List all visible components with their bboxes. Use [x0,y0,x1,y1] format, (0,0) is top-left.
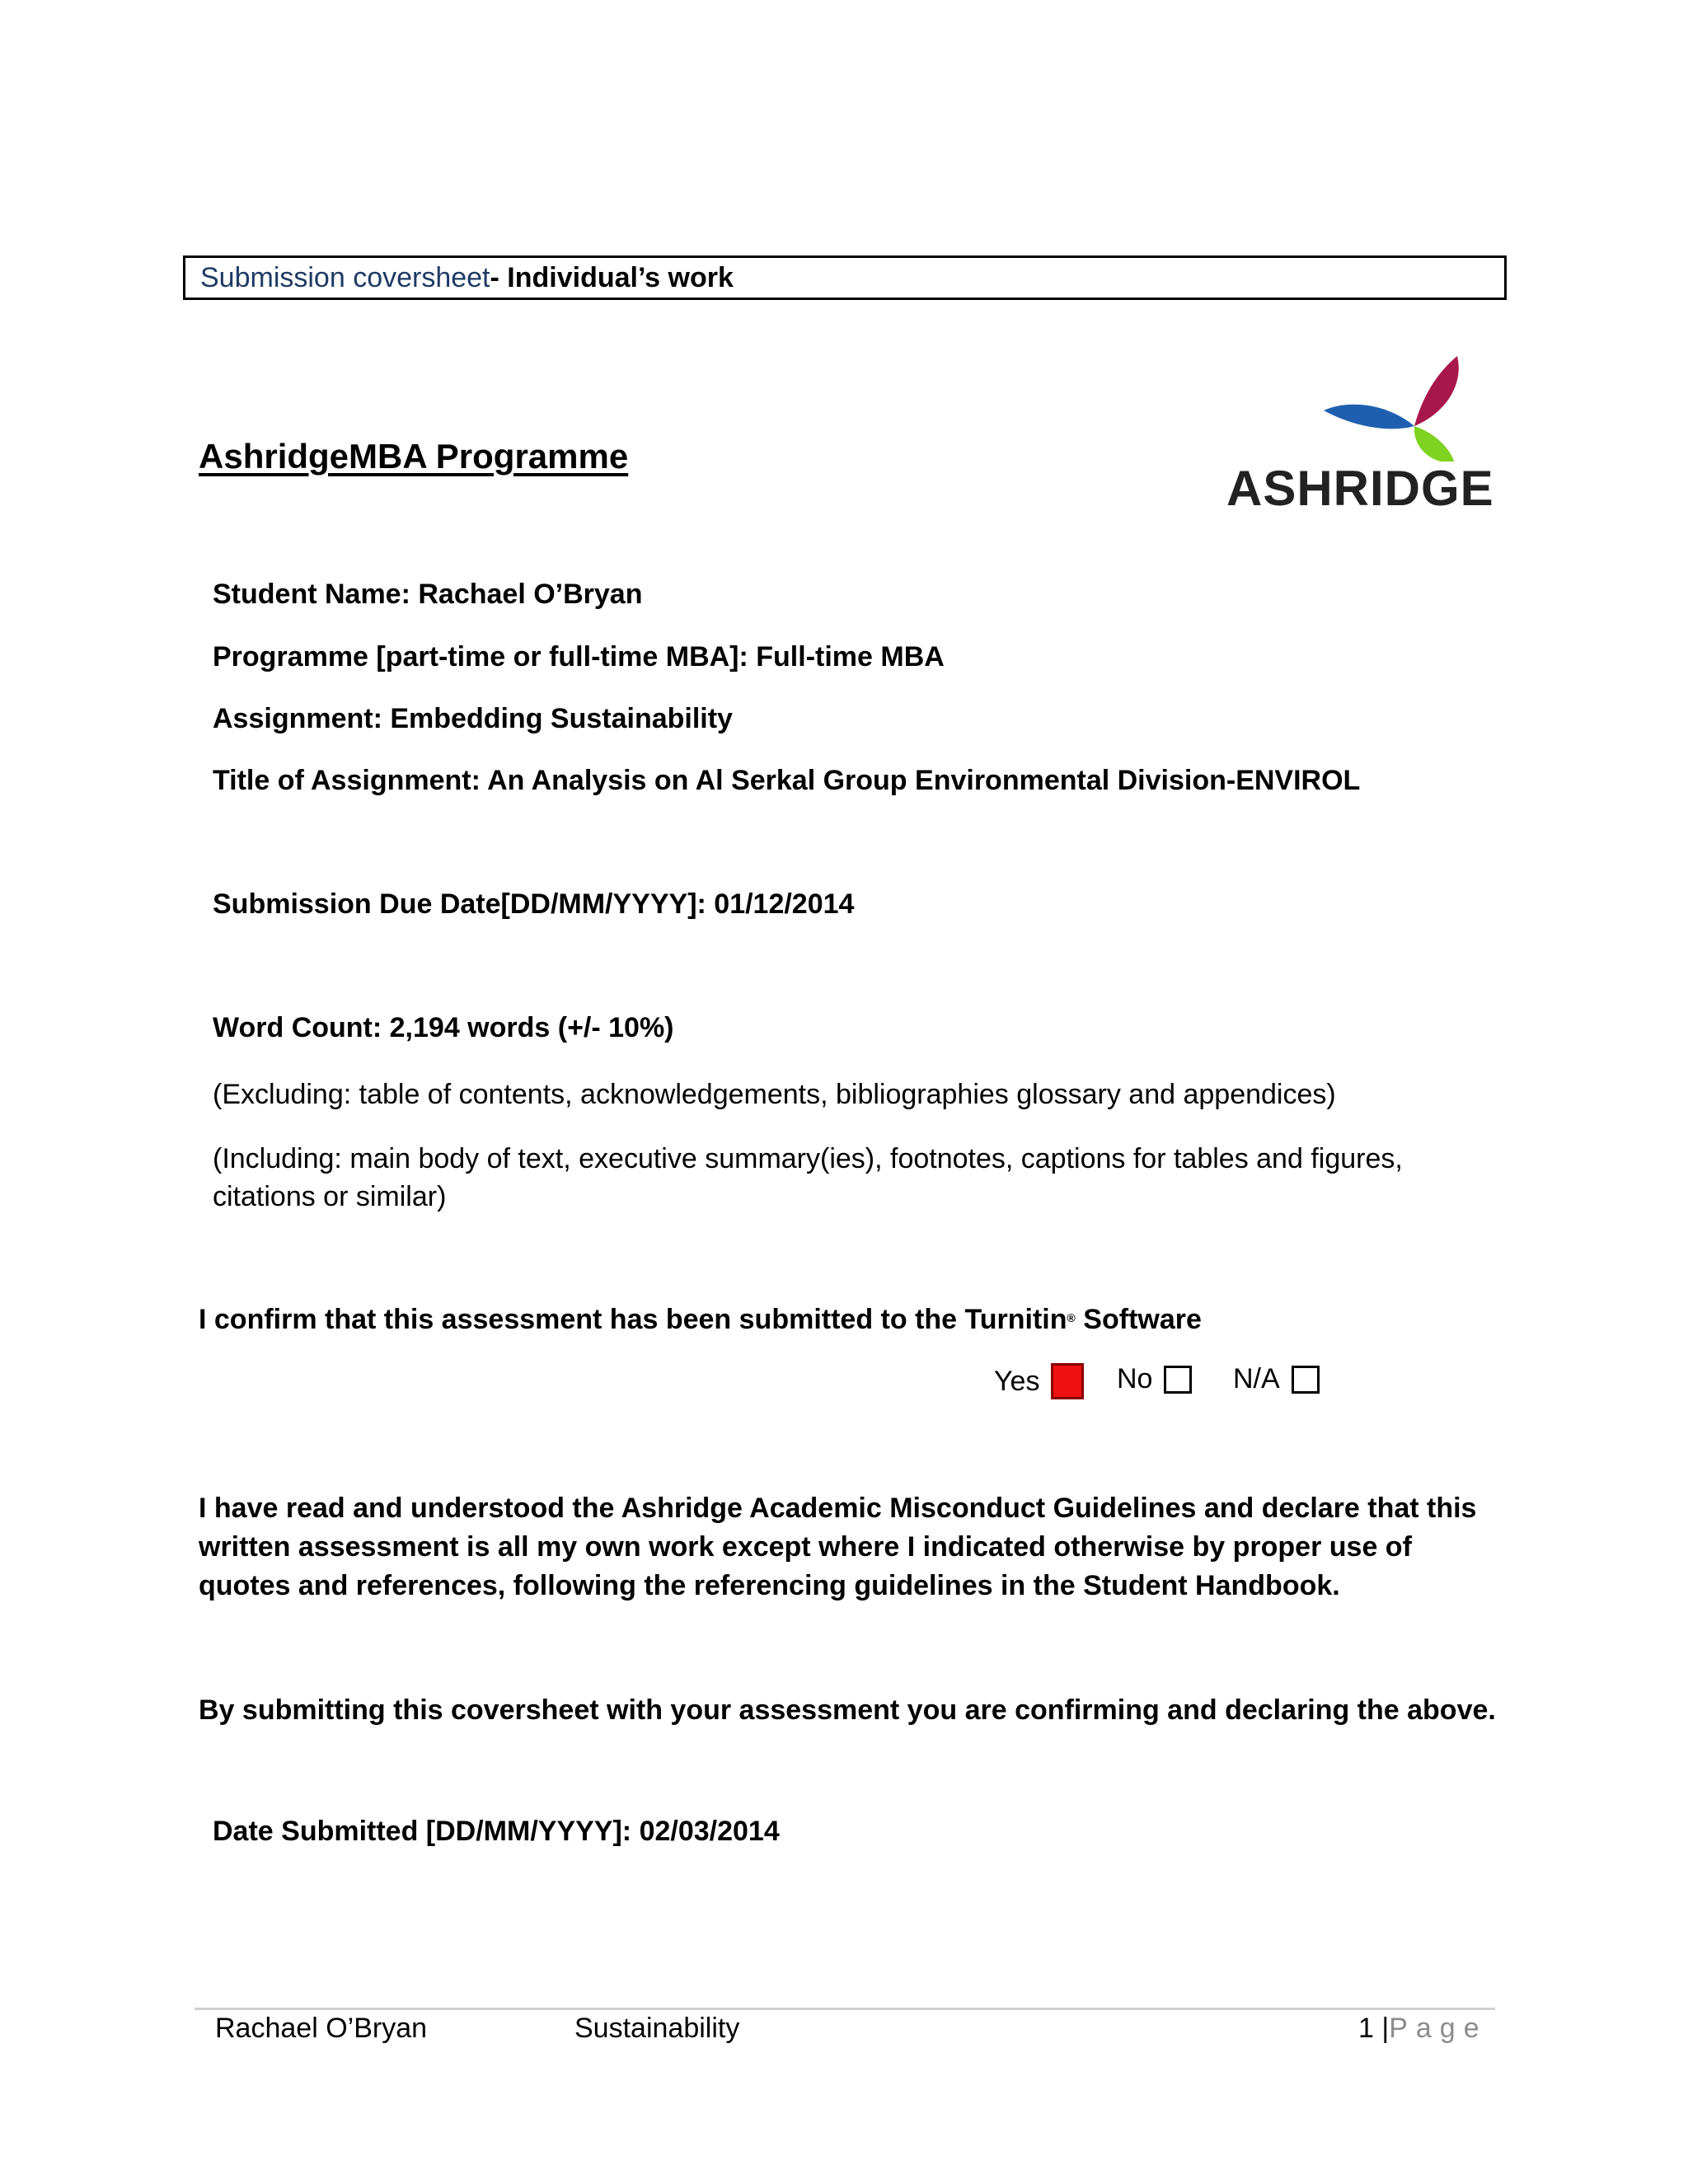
turnitin-statement [199,1301,1501,1339]
option-no-label: No [1117,1363,1153,1394]
student-name: Student Name: Rachael O’Bryan [213,579,643,610]
page-label: Page [1389,2013,1488,2044]
ashridge-logo [1226,346,1494,519]
assignment-name: Assignment: Embedding Sustainability [213,703,733,734]
footer-divider [195,2008,1495,2010]
turnitin-statement-suffix: Software [1075,1304,1202,1335]
coversheet-header [183,255,1507,300]
na-checkbox[interactable] [1292,1366,1320,1394]
word-count-including: (Including: main body of text, executive summary(ies), footnotes, captions for tables and figures, citations or similar) [213,1143,1403,1212]
option-yes[interactable] [994,1363,1084,1399]
word-count-excluding: (Excluding: table of contents, acknowledgements, bibliographies glossary and appendices) [213,1079,1336,1110]
footer-page [1358,2013,1488,2045]
programme-type: Programme [part-time or full-time MBA]: Full-time MBA [213,641,945,673]
header-subtitle: - Individual’s work [490,262,734,293]
ashridge-petals-logo-icon [1226,346,1474,462]
logo-wordmark: ASHRIDGE [1226,461,1494,516]
registered-mark: ® [1067,1311,1076,1324]
word-count: Word Count: 2,194 words (+/- 10%) [213,1012,674,1043]
submission-due-date: Submission Due Date[DD/MM/YYYY]: 01/12/2014 [213,888,855,920]
turnitin-statement-text: I confirm that this assessment has been submitted to the Turnitin [199,1304,1067,1335]
footer-topic: Sustainability [574,2013,740,2044]
no-checkbox[interactable] [1164,1366,1192,1394]
option-yes-label: Yes [994,1365,1040,1397]
option-no[interactable] [1117,1363,1192,1395]
footer-author: Rachael O’Bryan [215,2013,428,2044]
page-number: 1 [1358,2013,1374,2044]
page-separator: | [1381,2013,1390,2044]
confirmation-statement: By submitting this coversheet with your assessment you are confirming and declaring the above. [199,1694,1496,1726]
programme-title: AshridgeMBA Programme [199,437,629,476]
header-title: Submission coversheet [200,262,490,293]
assignment-title: Title of Assignment: An Analysis on Al Serkal Group Environmental Division-ENVIROL [213,765,1361,796]
misconduct-declaration: I have read and understood the Ashridge Academic Misconduct Guidelines and declare that this written assessment is all my own work except where I indicated otherwise by proper use of quotes and references, following the referencing guidelines in the Student Handbook. [199,1493,1477,1601]
option-na-label: N/A [1233,1363,1280,1394]
option-na[interactable] [1233,1363,1320,1395]
yes-checkbox[interactable] [1051,1363,1084,1399]
date-submitted: Date Submitted [DD/MM/YYYY]: 02/03/2014 [213,1816,780,1847]
